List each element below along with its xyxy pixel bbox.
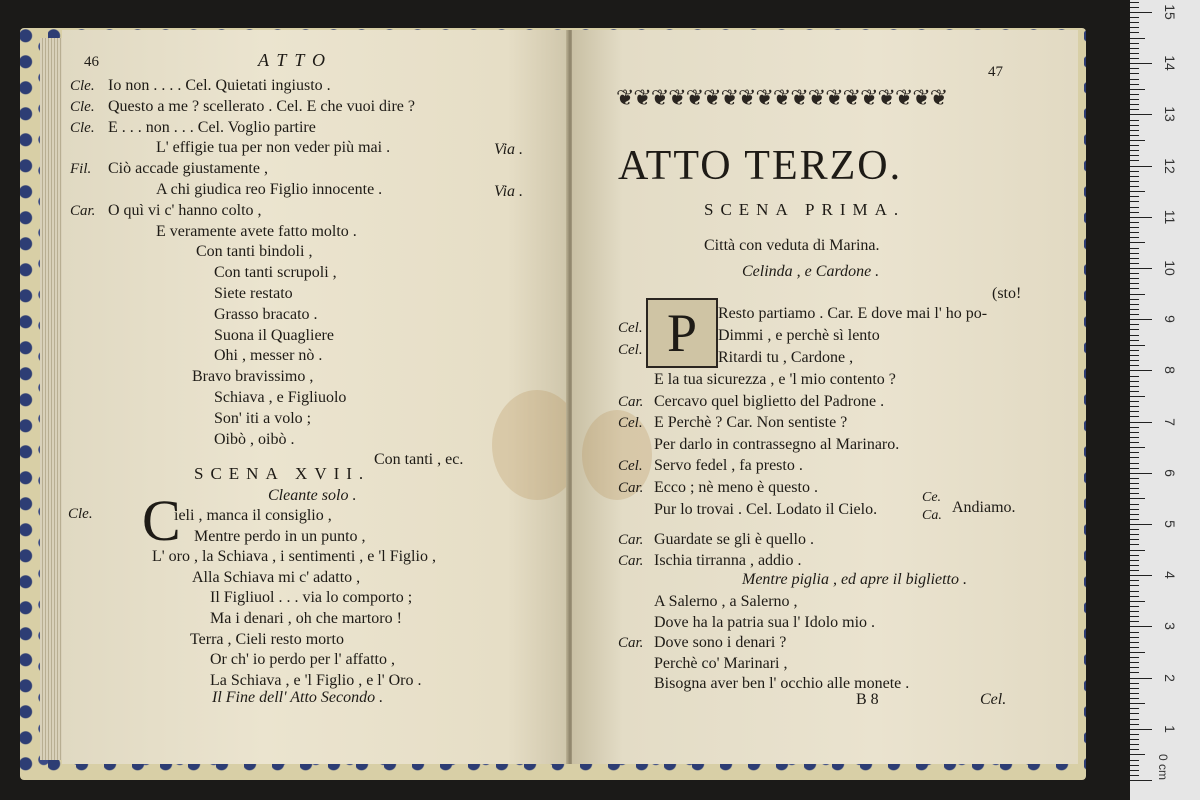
speaker-label: Car.	[70, 202, 96, 219]
ruler-tick	[1130, 765, 1139, 766]
ruler-tick	[1130, 319, 1152, 320]
drop-capital: C	[142, 488, 181, 553]
ruler-tick	[1130, 370, 1152, 371]
ruler-tick	[1130, 534, 1139, 535]
ruler-tick	[1130, 268, 1152, 269]
ruler-number: 2	[1162, 673, 1178, 682]
ruler-tick	[1130, 288, 1139, 289]
ruler-tick	[1130, 38, 1145, 39]
ruler-tick	[1130, 227, 1139, 228]
ruler-tick	[1130, 304, 1139, 305]
speaker-label: Cel.	[618, 320, 643, 336]
ruler-tick	[1130, 17, 1139, 18]
ruler-tick	[1130, 396, 1145, 397]
ruler-tick	[1130, 647, 1139, 648]
text-line: Resto partiamo . Car. E dove mai l' ho po-	[718, 305, 988, 322]
text-line: E Perchè ? Car. Non sentiste ?	[654, 414, 848, 431]
ruler-tick	[1130, 258, 1139, 259]
ruler-tick	[1130, 12, 1152, 13]
text-line: L' effigie tua per non veder più mai .	[156, 139, 391, 157]
ruler-tick	[1130, 406, 1139, 407]
speaker-label: Cle.	[70, 98, 95, 115]
ruler-number: 3	[1162, 622, 1178, 631]
text-line: La Schiava , e 'l Figlio , e l' Oro .	[210, 671, 422, 689]
right-page	[572, 30, 1078, 764]
ruler-tick	[1130, 176, 1139, 177]
page-number: 47	[988, 64, 1003, 80]
ruler-tick	[1130, 104, 1139, 105]
ruler-number: 12	[1162, 157, 1178, 174]
ruler-tick	[1130, 591, 1139, 592]
ruler-tick	[1130, 560, 1139, 561]
ruler-number: 11	[1162, 209, 1178, 225]
ruler-tick	[1130, 698, 1139, 699]
ruler-number: 6	[1162, 468, 1178, 477]
ruler-tick	[1130, 637, 1139, 638]
ruler-tick	[1130, 447, 1145, 448]
ruler-tick	[1130, 662, 1139, 663]
ruler-tick	[1130, 642, 1139, 643]
ruler-tick	[1130, 749, 1139, 750]
running-head: ATTO	[258, 50, 334, 70]
ruler-tick	[1130, 555, 1139, 556]
text-line: Cercavo quel biglietto del Padrone .	[654, 392, 885, 410]
ruler-tick	[1130, 237, 1139, 238]
ruler-tick	[1130, 196, 1139, 197]
text-line: Servo fedel , fa presto .	[654, 457, 803, 474]
ruler-tick	[1130, 150, 1139, 151]
ruler-tick	[1130, 68, 1139, 69]
ruler-tick	[1130, 99, 1139, 100]
speaker-label: Cel.	[618, 415, 643, 431]
ruler-tick	[1130, 570, 1139, 571]
text-line: Ohi , messer nò .	[214, 347, 323, 365]
text-line: Il Figliuol . . . via lo comporto ;	[210, 589, 413, 607]
ruler-number: 4	[1162, 571, 1178, 580]
ruler-tick	[1130, 611, 1139, 612]
act-end-line: Il Fine dell' Atto Secondo .	[212, 689, 384, 706]
text-line: A Salerno , a Salerno ,	[654, 593, 798, 610]
ruler-tick	[1130, 217, 1152, 218]
ruler-tick	[1130, 672, 1139, 673]
ruler-tick	[1130, 160, 1139, 161]
ruler-tick	[1130, 345, 1145, 346]
ruler-tick	[1130, 575, 1152, 576]
speaker-label: Cel.	[618, 458, 643, 474]
speaker-label: Ca.	[922, 508, 942, 523]
scene-setting: Città con veduta di Marina.	[704, 237, 880, 254]
ruler-tick	[1130, 120, 1139, 121]
ruler-tick	[1130, 2, 1139, 3]
scene-persons: Cleante solo .	[268, 487, 357, 504]
ruler-tick	[1130, 191, 1145, 192]
catchword: Cel.	[980, 691, 1007, 708]
ruler-tick	[1130, 283, 1139, 284]
ruler-tick	[1130, 181, 1139, 182]
ruler-tick	[1130, 457, 1139, 458]
ruler-tick	[1130, 186, 1139, 187]
speaker-label: Car.	[618, 479, 644, 496]
ruler-tick	[1130, 524, 1152, 525]
ruler-tick	[1130, 329, 1139, 330]
ruler-tick	[1130, 744, 1139, 745]
ruler-tick	[1130, 734, 1139, 735]
ruler-number: 8	[1162, 366, 1178, 375]
ruler-tick	[1130, 411, 1139, 412]
text-line: Schiava , e Figliuolo	[214, 389, 347, 406]
text-line: Terra , Cieli resto morto	[190, 630, 344, 648]
ruler-tick	[1130, 294, 1145, 295]
ruler-tick	[1130, 688, 1139, 689]
speaker-label: Car.	[618, 635, 644, 651]
ruler-tick	[1130, 381, 1139, 382]
ruler-tick	[1130, 248, 1139, 249]
speaker-label: Car.	[618, 553, 644, 569]
text-line: Dimmi , e perchè sì lento	[718, 327, 880, 344]
ruler-tick	[1130, 585, 1139, 586]
ruler-tick	[1130, 621, 1139, 622]
speaker-label: Ce.	[922, 490, 942, 505]
ruler-tick	[1130, 509, 1139, 510]
stage-direction: Mentre piglia , ed apre il biglietto .	[742, 571, 967, 588]
ruler-tick	[1130, 713, 1139, 714]
ruler-tick	[1130, 360, 1139, 361]
text-line: Con tanti scrupoli ,	[214, 264, 337, 282]
speaker-label: Cel.	[618, 342, 643, 358]
text-line: Con tanti , ec.	[374, 451, 464, 469]
ruler-tick	[1130, 478, 1139, 479]
ruler-tick	[1130, 278, 1139, 279]
ruler-tick	[1130, 539, 1139, 540]
text-line: Ritardi tu , Cardone ,	[718, 349, 854, 366]
initial-letter: P	[666, 303, 698, 363]
ruler-tick	[1130, 498, 1145, 499]
ruler-tick	[1130, 27, 1139, 28]
ruler-tick	[1130, 473, 1152, 474]
text-line: Pur lo trovai . Cel. Lodato il Cielo.	[654, 501, 878, 518]
ruler-tick	[1130, 678, 1152, 679]
ruler-tick	[1130, 703, 1145, 704]
text-line: E veramente avete fatto molto .	[156, 222, 357, 240]
ruler-tick	[1130, 94, 1139, 95]
text-line: Mentre perdo in un punto ,	[194, 527, 366, 545]
ruler-number: 13	[1162, 106, 1178, 123]
ruler-tick	[1130, 84, 1139, 85]
ruler-tick	[1130, 135, 1139, 136]
scene-heading: SCENA PRIMA.	[704, 200, 906, 219]
ruler-unit: 0 cm	[1156, 753, 1171, 781]
ruler-tick	[1130, 416, 1139, 417]
signature-mark: B 8	[856, 691, 879, 708]
ruler-tick	[1130, 212, 1139, 213]
ruler-tick	[1130, 242, 1145, 243]
ruler-tick	[1130, 48, 1139, 49]
ruler-tick	[1130, 565, 1139, 566]
ruler-tick	[1130, 350, 1139, 351]
ruler-tick	[1130, 340, 1139, 341]
ruler-tick	[1130, 89, 1145, 90]
text-line: Oibò , oibò .	[214, 430, 295, 448]
text-line: ieli , manca il consiglio ,	[174, 507, 332, 524]
ruler-tick	[1130, 253, 1139, 254]
ruler-tick	[1130, 166, 1152, 167]
ruler-tick	[1130, 335, 1139, 336]
text-line: Io non . . . . Cel. Quietati ingiusto .	[108, 77, 331, 94]
ruler-tick	[1130, 391, 1139, 392]
ruler-tick	[1130, 719, 1139, 720]
ruler-tick	[1130, 58, 1139, 59]
ruler-tick	[1130, 729, 1152, 730]
ruler-tick	[1130, 155, 1139, 156]
ruler-tick	[1130, 22, 1139, 23]
ruler-tick	[1130, 32, 1139, 33]
ruler-number: 9	[1162, 315, 1178, 324]
text-line: E . . . non . . . Cel. Voglio partire	[108, 118, 316, 136]
ruler-tick	[1130, 125, 1139, 126]
ruler-tick	[1130, 432, 1139, 433]
speaker-label: Cle.	[70, 119, 95, 136]
ruler-tick	[1130, 601, 1145, 602]
ruler-tick	[1130, 775, 1139, 776]
ruler-tick	[1130, 130, 1139, 131]
ruler-tick	[1130, 463, 1139, 464]
text-line: O quì vi c' hanno colto ,	[108, 201, 262, 219]
ruler-tick	[1130, 437, 1139, 438]
speaker-label: Cle.	[70, 78, 95, 94]
ruler-tick	[1130, 73, 1139, 74]
speaker-label: Cle.	[68, 506, 93, 522]
ruler-number: 5	[1162, 520, 1178, 528]
ruler-tick	[1130, 207, 1139, 208]
ruler-tick	[1130, 365, 1139, 366]
ruler-tick	[1130, 754, 1145, 755]
ruler-tick	[1130, 468, 1139, 469]
ruler-tick	[1130, 63, 1152, 64]
ruler-tick	[1130, 140, 1145, 141]
ruler-tick	[1130, 324, 1139, 325]
text-line: Alla Schiava mi c' adatto ,	[192, 568, 361, 586]
ruler-tick	[1130, 739, 1139, 740]
text-line: Suona il Quagliere	[214, 326, 334, 344]
ruler-tick	[1130, 427, 1139, 428]
ruler-tick	[1130, 314, 1139, 315]
stage-exit: Via .	[494, 183, 524, 200]
ruler-tick	[1130, 114, 1152, 115]
ruler-tick	[1130, 596, 1139, 597]
speaker-label: Fil.	[70, 161, 92, 178]
ornament-border: ❦❦❦❦❦❦❦❦❦❦❦❦❦❦❦❦❦❦❦	[616, 85, 948, 110]
act-title: ATTO TERZO.	[618, 143, 903, 189]
ruler-tick	[1130, 273, 1139, 274]
text-line: Ischia tirranna , addio .	[654, 552, 802, 569]
text-line: Per darlo in contrassegno al Marinaro.	[654, 435, 900, 453]
page-number: 46	[84, 54, 99, 70]
ruler-tick	[1130, 309, 1139, 310]
ruler-tick	[1130, 376, 1139, 377]
ruler-number: 1	[1162, 724, 1178, 733]
ruler-tick	[1130, 616, 1139, 617]
speaker-label: Car.	[618, 532, 644, 548]
text-line: Bisogna aver ben l' occhio alle monete .	[654, 675, 910, 692]
ruler-tick	[1130, 7, 1139, 8]
speaker-label: Car.	[618, 393, 644, 410]
ruler-number: 7	[1162, 417, 1178, 426]
ruler-tick	[1130, 626, 1152, 627]
ruler-tick	[1130, 109, 1139, 110]
scene-heading: SCENA XVII.	[194, 464, 371, 483]
text-line: Questo a me ? scellerato . Cel. E che vuoi dire ?	[108, 97, 415, 115]
stage-exit: Via .	[494, 141, 524, 158]
ruler-tick	[1130, 145, 1139, 146]
ruler-tick	[1130, 683, 1139, 684]
ruler-tick	[1130, 780, 1152, 781]
ruler-number: 10	[1162, 260, 1178, 276]
left-page	[62, 30, 568, 764]
ruler-tick	[1130, 355, 1139, 356]
measurement-ruler	[1130, 0, 1200, 800]
ruler-tick	[1130, 171, 1139, 172]
text-line: Ma i denari , oh che martoro !	[210, 610, 402, 627]
ruler-tick	[1130, 770, 1139, 771]
ruler-tick	[1130, 724, 1139, 725]
ruler-tick	[1130, 519, 1139, 520]
ruler-tick	[1130, 43, 1139, 44]
text-line: Son' iti a volo ;	[214, 409, 312, 427]
ruler-tick	[1130, 201, 1139, 202]
text-line: Dove sono i denari ?	[654, 634, 787, 651]
ruler-tick	[1130, 232, 1139, 233]
scene-persons: Celinda , e Cardone .	[742, 263, 880, 280]
ruler-number: 14	[1162, 55, 1178, 71]
ruler-tick	[1130, 550, 1145, 551]
ruler-tick	[1130, 79, 1139, 80]
text-line: L' oro , la Schiava , i sentimenti , e 'l Figlio ,	[152, 548, 436, 566]
text-line: A chi giudica reo Figlio innocente .	[156, 181, 383, 198]
ruler-tick	[1130, 544, 1139, 545]
ruler-tick	[1130, 442, 1139, 443]
text-line: Ecco ; nè meno è questo .	[654, 478, 818, 496]
decorated-initial	[646, 298, 718, 368]
ruler-tick	[1130, 488, 1139, 489]
ruler-tick	[1130, 632, 1139, 633]
ruler-tick	[1130, 483, 1139, 484]
ruler-tick	[1130, 708, 1139, 709]
text-line: Perchè co' Marinari ,	[654, 654, 788, 672]
ruler-tick	[1130, 693, 1139, 694]
text-line: Ciò accade giustamente ,	[108, 160, 268, 178]
ruler-tick	[1130, 652, 1145, 653]
text-line: Andiamo.	[952, 499, 1016, 516]
ruler-tick	[1130, 760, 1139, 761]
ruler-tick	[1130, 580, 1139, 581]
text-line: E la tua sicurezza , e 'l mio contento ?	[654, 371, 896, 388]
ruler-tick	[1130, 529, 1139, 530]
text-line: Siete restato	[214, 285, 293, 302]
ruler-tick	[1130, 53, 1139, 54]
text-line: Guardate se gli è quello .	[654, 531, 814, 548]
page-edges	[40, 38, 64, 760]
ruler-tick	[1130, 299, 1139, 300]
text-line: Or ch' io perdo per l' affatto ,	[210, 651, 395, 669]
ruler-tick	[1130, 263, 1139, 264]
ruler-tick	[1130, 452, 1139, 453]
ruler-tick	[1130, 667, 1139, 668]
ruler-tick	[1130, 401, 1139, 402]
ruler-tick	[1130, 386, 1139, 387]
ruler-tick	[1130, 514, 1139, 515]
ruler-tick	[1130, 657, 1139, 658]
text-line: Dove ha la patria sua l' Idolo mio .	[654, 613, 876, 631]
text-line: Grasso bracato .	[214, 305, 318, 323]
ruler-tick	[1130, 493, 1139, 494]
ruler-tick	[1130, 222, 1139, 223]
ruler-number: 15	[1162, 4, 1178, 20]
ruler-tick	[1130, 422, 1152, 423]
ruler-tick	[1130, 606, 1139, 607]
text-line: Con tanti bindoli ,	[196, 243, 313, 261]
text-line: Bravo bravissimo ,	[192, 368, 314, 386]
ruler-tick	[1130, 504, 1139, 505]
continuation-text: (sto!	[992, 285, 1022, 302]
